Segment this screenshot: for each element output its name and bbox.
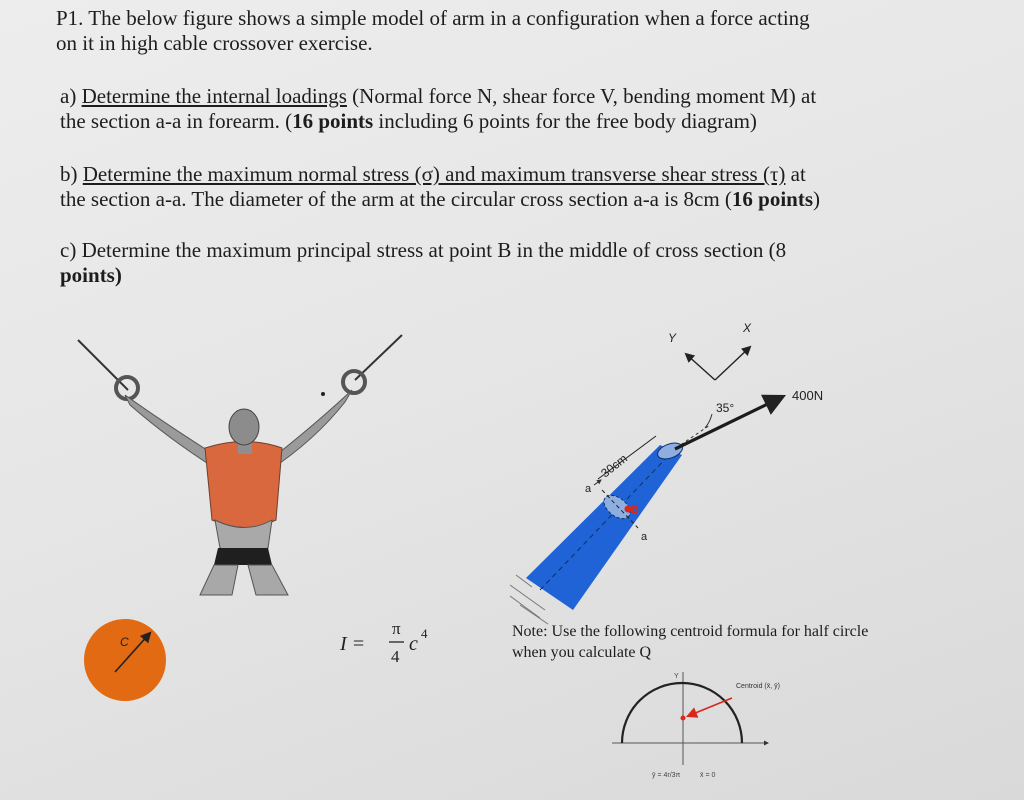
centroid-point [681, 716, 686, 721]
radius-label: C [120, 635, 129, 649]
question-a-line2-start: the section a-a in forearm. ( [60, 109, 293, 134]
section-label-left: a [585, 483, 592, 495]
inertia-variable: c [409, 633, 418, 655]
inertia-formula [339, 619, 428, 666]
question-b-underlined: Determine the maximum normal stress (σ) and maximum transverse shear stress (τ) [82, 162, 786, 186]
question-b-line2-start: the section a-a. The diameter of the arm at the circular cross section a-a is 8cm ( [60, 187, 732, 212]
question-b-prefix: b) [60, 162, 83, 186]
y-axis-label: Y [668, 331, 677, 345]
half-circle-diagram [612, 672, 780, 779]
question-c-line-2: points) [60, 263, 122, 288]
problem-statement [56, 6, 956, 56]
ybar-formula: ȳ = 4r/3π [652, 772, 681, 779]
question-b-points: 16 points [731, 187, 814, 212]
question-b-line-1 [60, 162, 950, 187]
half-circle-outline [622, 683, 742, 743]
x-axis-arrow [715, 347, 750, 380]
point-b-label: B [631, 504, 639, 516]
wall-hatch [510, 585, 545, 610]
question-b-line2-end: ) [813, 187, 821, 212]
question-a-line-1 [60, 84, 950, 109]
force-vector [675, 388, 823, 449]
x-axis-label: X [743, 321, 752, 335]
question-a-points: 16 points [292, 109, 374, 134]
athlete-illustration [78, 335, 402, 595]
force-label: 400N [792, 388, 824, 403]
centroid-label: Centroid (x̄, ȳ) [736, 683, 780, 690]
arm-figure [0, 300, 1024, 800]
question-b-rest: at [785, 162, 806, 186]
inertia-denominator: 4 [391, 647, 400, 666]
question-a [60, 84, 950, 134]
inertia-lhs: I = [340, 633, 366, 655]
centroid-arrow [688, 698, 732, 716]
question-b [60, 162, 950, 212]
coordinate-axes [668, 321, 752, 380]
question-b-line-2 [60, 187, 950, 212]
angle-label: 35° [716, 401, 735, 415]
centroid-note [512, 622, 932, 664]
question-a-line2-end: including 6 points for the free body diagram) [373, 109, 757, 134]
problem-title-line-1: P1. The below figure shows a simple model of arm in a configuration when a force acting [56, 6, 810, 30]
note-line-1: Note: Use the following centroid formula for half circle [512, 623, 869, 640]
question-c [60, 238, 950, 288]
question-a-prefix: a) [60, 84, 82, 108]
y-axis-arrow [686, 354, 715, 380]
inertia-exponent: 4 [421, 626, 428, 641]
section-label-right: a [641, 531, 648, 543]
question-a-line-2 [60, 109, 950, 134]
question-c-line-1: c) Determine the maximum principal stress at point B in the middle of cross section (8 [60, 238, 787, 262]
problem-title-line-2: on it in high cable crossover exercise. [56, 31, 373, 56]
inertia-numerator: π [392, 619, 401, 638]
length-label: 30cm [598, 451, 630, 481]
angle-arc [705, 414, 712, 428]
question-a-rest: (Normal force N, shear force V, bending moment M) at [346, 84, 817, 108]
forearm-model [510, 425, 710, 624]
xbar-formula: x̄ = 0 [700, 772, 716, 779]
centroid-y-axis-label: Y [674, 673, 679, 680]
question-a-underlined: Determine the internal loadings [81, 84, 347, 108]
note-line-2: when you calculate Q [512, 643, 652, 661]
cross-section-disk [84, 619, 166, 701]
